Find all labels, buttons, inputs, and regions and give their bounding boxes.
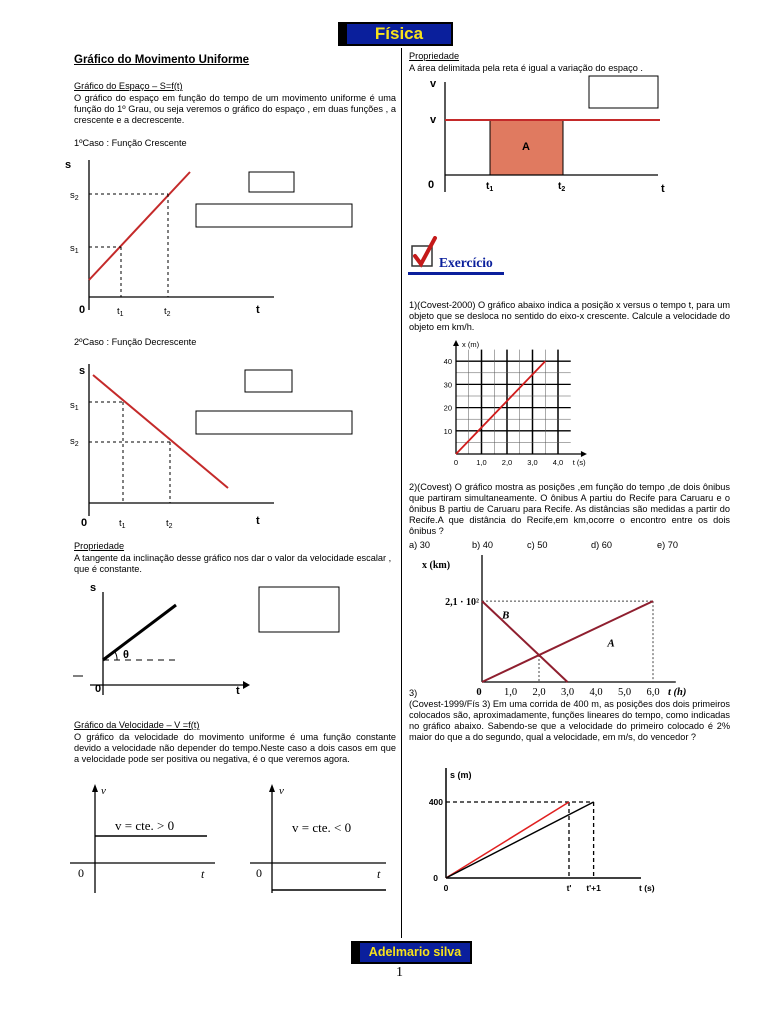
series-line-second [446, 802, 594, 878]
label-s2: $s_2$ [70, 190, 79, 202]
property-text-left: A tangente da inclinação desse gráfico nos dar o valor da velocidade escalar , que é constante. [74, 553, 392, 574]
axis-v: v [279, 785, 284, 797]
axis-t: t [256, 515, 260, 527]
x-tick-label: t'+1 [586, 883, 601, 893]
chart-q2-buses [409, 553, 704, 698]
footer-author-banner [358, 941, 472, 964]
series-line-b [482, 601, 568, 682]
origin-label: 0 [78, 866, 84, 880]
x-tick-label: 1,0 [503, 687, 518, 698]
label-t1: $t_1$ [486, 181, 494, 193]
series-label-b: B [501, 609, 510, 622]
graph-case2-decreasing [62, 356, 362, 531]
velocity-graph-heading: Gráfico da Velocidade – V =f(t) [74, 720, 200, 730]
question-2: 2)(Covest) O gráfico mostra as posições ,em função do tempo ,de dois ônibus que partiram simultaneamente. O ônibus A partiu do Recife para Caruaru e o ônibus B partiu de Caruaru para Recife. As distâncias são medidas a partir do Recife.A que distância do Recife,em km,ocorre o encontro entre os dois ônibus ? [409, 482, 730, 536]
x-axis-arrow [581, 451, 587, 457]
graph-tangent [62, 578, 362, 698]
decreasing-line [93, 375, 228, 488]
series-line-first [446, 802, 569, 878]
origin-label: 0 [256, 866, 262, 880]
axis-v: v [430, 78, 437, 90]
property-heading-right: Propriedade [409, 51, 460, 61]
option-b: b) 40 [472, 540, 493, 550]
label-s1: $s_1$ [70, 243, 79, 255]
y-tick-label: 10 [443, 426, 452, 436]
answer-box-small [249, 172, 294, 192]
option-e: e) 70 [657, 540, 678, 550]
y-axis-label: s (m) [450, 770, 472, 780]
answer-box [589, 76, 658, 108]
tangent-line [103, 605, 176, 660]
velocity-label-negative: v = cte. < 0 [292, 820, 352, 835]
origin-label: 0 [95, 683, 102, 695]
y-axis-label: x (m) [462, 340, 480, 349]
axis-t: t [256, 304, 260, 316]
theta-label: θ [123, 649, 129, 661]
label-t2: $t_2$ [558, 181, 566, 193]
x-tick-label: 4,0 [552, 458, 564, 467]
area-label: A [522, 141, 530, 153]
option-d: d) 60 [591, 540, 612, 550]
question-3: (Covest-1999/Fís 3) Em uma corrida de 400 m, as posições dos dois primeiros colocados são, aproximadamente, funções lineares do tempo, como indicadas no gráfico abaixo. Sabendo-se que a velocidade do primeiro colocado é 2% maior do que a do segundo, qual a velocidade, em m/s, do vencedor ? [409, 699, 730, 742]
label-t2: $t_2$ [164, 306, 171, 318]
label-s1: $s_1$ [70, 400, 79, 412]
axis-s: s [65, 159, 72, 171]
question-3-number: 3) [409, 688, 418, 698]
answer-box-wide [196, 411, 352, 434]
origin-label: 0 [81, 517, 88, 529]
axis-s: s [90, 582, 97, 594]
axis-s: s [79, 365, 86, 377]
y-tick-label: 400 [428, 797, 443, 807]
velocity-label-positive: v = cte. > 0 [115, 818, 175, 833]
increasing-line [89, 172, 190, 280]
graph-velocity-area [408, 74, 688, 199]
case2-label: 2ºCaso : Função Decrescente [74, 337, 197, 347]
chart-q3-race [409, 766, 669, 896]
page-number: 1 [396, 965, 403, 980]
x-tick-label: 3,0 [527, 458, 538, 467]
option-c: c) 50 [527, 540, 548, 550]
y-axis-label: x (km) [422, 560, 451, 571]
answer-box-small [245, 370, 292, 392]
option-a: a) 30 [409, 540, 430, 550]
answer-box [259, 587, 339, 632]
label-t1: $t_1$ [119, 518, 126, 530]
y-tick-label: 2,1 · 10² [445, 597, 479, 609]
space-graph-text: O gráfico do espaço em função do tempo de um movimento uniforme é uma função do 1º Grau, ou seja veremos o gráfico do espaço , em duas funções , a crescente e a decrescente. [74, 93, 396, 125]
x-tick-label: t' [566, 883, 572, 893]
column-divider [401, 48, 402, 938]
x-tick-label: 5,0 [617, 687, 632, 698]
exercise-badge [408, 236, 504, 280]
x-tick-label: 0 [453, 458, 459, 467]
question-1: 1)(Covest-2000) O gráfico abaixo indica a posição x versus o tempo t, para um objeto que se desloca no sentido do eixo-x crescente. Calcule a velocidade do objeto em km/h. [409, 300, 730, 332]
x-axis-label: t (s) [572, 458, 586, 467]
x-tick-label: 0 [443, 883, 449, 893]
label-s2: $s_2$ [70, 436, 79, 448]
banner-title: Física [374, 24, 424, 43]
axis-v: v [101, 785, 106, 797]
origin-label: 0 [79, 304, 86, 316]
x-tick-label: 2,0 [532, 687, 546, 698]
label-t2: $t_2$ [166, 518, 173, 530]
graph-velocity-negative [250, 781, 400, 896]
chart-q1-position [424, 338, 609, 473]
label-v: v [430, 114, 437, 126]
property-heading-left: Propriedade [74, 541, 125, 551]
x-tick-label: 6,0 [646, 687, 660, 698]
author-name: Adelmario silva [368, 945, 462, 959]
x-tick-label: 0 [476, 687, 482, 698]
velocity-graph-text: O gráfico da velocidade do movimento uniforme é uma função constante devido a velocidade não depender do tempo.Neste caso a dois casos em que a velocidade pode ser positiva ou negativa, é o que veremos agora. [74, 732, 396, 764]
axis-t: t [377, 867, 381, 881]
series-label-a: A [607, 637, 615, 650]
y-tick-label: 20 [443, 403, 452, 413]
y-axis-arrow [453, 340, 459, 346]
y-tick-label: 0 [433, 873, 438, 883]
x-axis-label: t (s) [639, 883, 655, 893]
case1-label: 1ºCaso : Função Crescente [74, 138, 187, 148]
graph-velocity-positive [68, 781, 218, 896]
x-tick-label: 3,0 [560, 687, 575, 698]
header-banner [345, 22, 453, 46]
graph-case1-increasing [62, 152, 362, 327]
origin-label: 0 [428, 179, 435, 191]
axis-t: t [236, 685, 240, 697]
page-title: Gráfico do Movimento Uniforme [74, 54, 250, 66]
y-tick-label: 30 [443, 380, 452, 390]
x-tick-label: 1,0 [476, 458, 487, 467]
label-t1: $t_1$ [117, 306, 124, 318]
answer-box-wide [196, 204, 352, 227]
axis-t: t [661, 183, 665, 195]
space-graph-heading: Gráfico do Espaço – S=f(t) [74, 81, 183, 91]
property-text-right: A área delimitada pela reta é igual a variação do espaço . [409, 63, 643, 73]
axis-t: t [201, 867, 205, 881]
exercise-label: Exercício [439, 255, 493, 270]
x-axis-label: t (h) [668, 687, 687, 698]
x-tick-label: 4,0 [589, 687, 603, 698]
x-tick-label: 2,0 [501, 458, 513, 467]
y-tick-label: 40 [443, 357, 452, 367]
